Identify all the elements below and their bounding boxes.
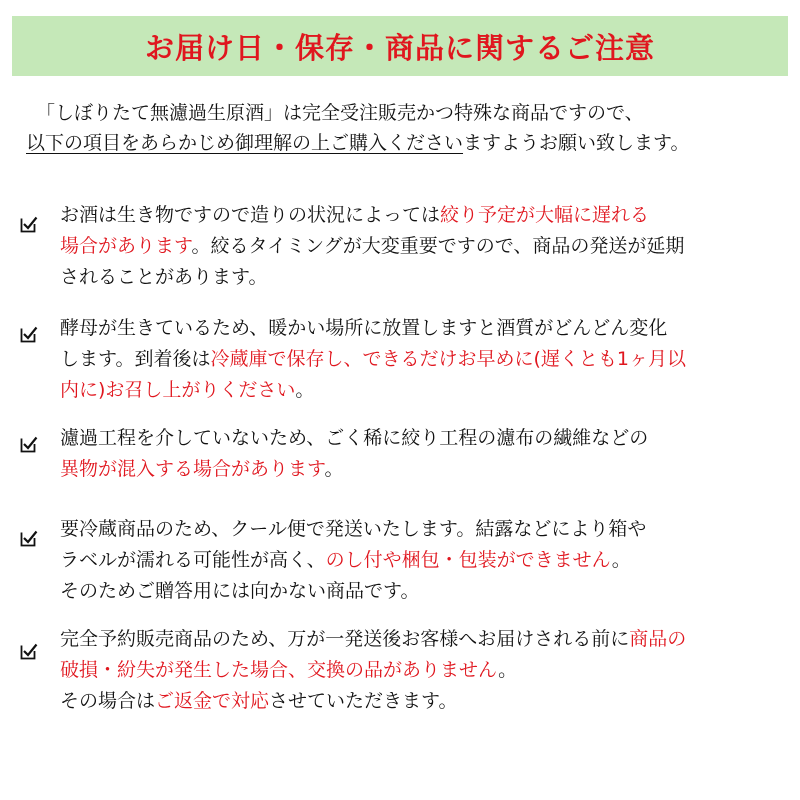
notice-line: [60, 514, 800, 545]
intro-line-1: 「しぼりたて無濾過生原酒」は完全受注販売かつ特殊な商品ですので、: [36, 102, 644, 124]
checkbox-checked-icon: [20, 529, 38, 547]
warning-highlight-text: 破損・紛失が発生した場合、交換の品がありません: [60, 659, 499, 681]
notice-segment: 。: [611, 549, 631, 571]
warning-highlight-text: 絞り予定が大幅に遅れる: [440, 204, 650, 226]
checkbox-checked-icon: [20, 325, 38, 343]
notice-text: [60, 514, 800, 607]
warning-highlight-text: 内に)お召し上がりください: [60, 379, 296, 401]
notice-segment: 。: [324, 458, 344, 480]
warning-highlight-text: 異物が混入する場合があります: [60, 458, 325, 480]
notice-line: [60, 545, 800, 576]
notice-segment: 酵母が生きているため、暖かい場所に放置しますと酒質がどんどん変化: [60, 317, 668, 339]
notice-text: [60, 200, 800, 293]
warning-highlight-text: ご返金で対応: [155, 690, 270, 712]
notice-line: [60, 454, 800, 485]
notice-line: [60, 231, 800, 262]
checkbox-checked-icon: [20, 642, 38, 660]
notice-line: [60, 576, 800, 607]
notice-segment: お酒は生き物ですので造りの状況によっては: [60, 204, 441, 226]
notice-line: [60, 262, 800, 293]
notice-text: [60, 624, 800, 717]
checkbox-checked-icon: [20, 435, 38, 453]
notice-segment: そのためご贈答用には向かない商品です。: [60, 580, 420, 602]
notice-text: [60, 423, 800, 485]
page-title: お届け日・保存・商品に関するご注意: [144, 30, 655, 65]
warning-highlight-text: のし付や梱包・包装ができません: [325, 549, 612, 571]
notice-line: [60, 655, 800, 686]
header-banner: [12, 16, 788, 76]
notice-line: [60, 313, 800, 344]
intro-underlined-text: 以下の項目をあらかじめ御理解の上ご購入ください: [26, 132, 464, 154]
notice-segment: 。: [498, 659, 518, 681]
notice-segment: 。絞るタイミングが大変重要ですので、商品の発送が延期: [191, 235, 685, 257]
notice-segment: させていただきます。: [269, 690, 458, 712]
notice-line: [60, 375, 800, 406]
notice-line: [60, 344, 800, 375]
notice-line: [60, 686, 800, 717]
notice-line: [60, 423, 800, 454]
intro-paragraph: [26, 98, 786, 158]
intro-line-2-rest: ますようお願い致します。: [463, 132, 690, 154]
notice-line: [60, 624, 800, 655]
notice-segment: ラベルが濡れる可能性が高く、: [60, 549, 326, 571]
warning-highlight-text: 商品の: [629, 628, 687, 650]
notice-segment: されることがあります。: [60, 266, 268, 288]
notice-segment: 濾過工程を介していないため、ごく稀に絞り工程の濾布の繊維などの: [60, 427, 649, 449]
notice-segment: 完全予約販売商品のため、万が一発送後お客様へお届けされる前に: [60, 628, 630, 650]
notice-segment: 要冷蔵商品のため、クール便で発送いたします。結露などにより箱や: [60, 518, 647, 540]
notice-text: [60, 313, 800, 406]
notice-line: [60, 200, 800, 231]
checkbox-checked-icon: [20, 215, 38, 233]
warning-highlight-text: 場合があります: [60, 235, 192, 257]
notice-segment: その場合は: [60, 690, 156, 712]
warning-highlight-text: 冷蔵庫で保存し、できるだけお早めに(遅くとも1ヶ月以: [210, 348, 686, 370]
intro-line-2: [26, 128, 786, 158]
notice-segment: 。: [295, 379, 315, 401]
notice-segment: します。到着後は: [60, 348, 211, 370]
